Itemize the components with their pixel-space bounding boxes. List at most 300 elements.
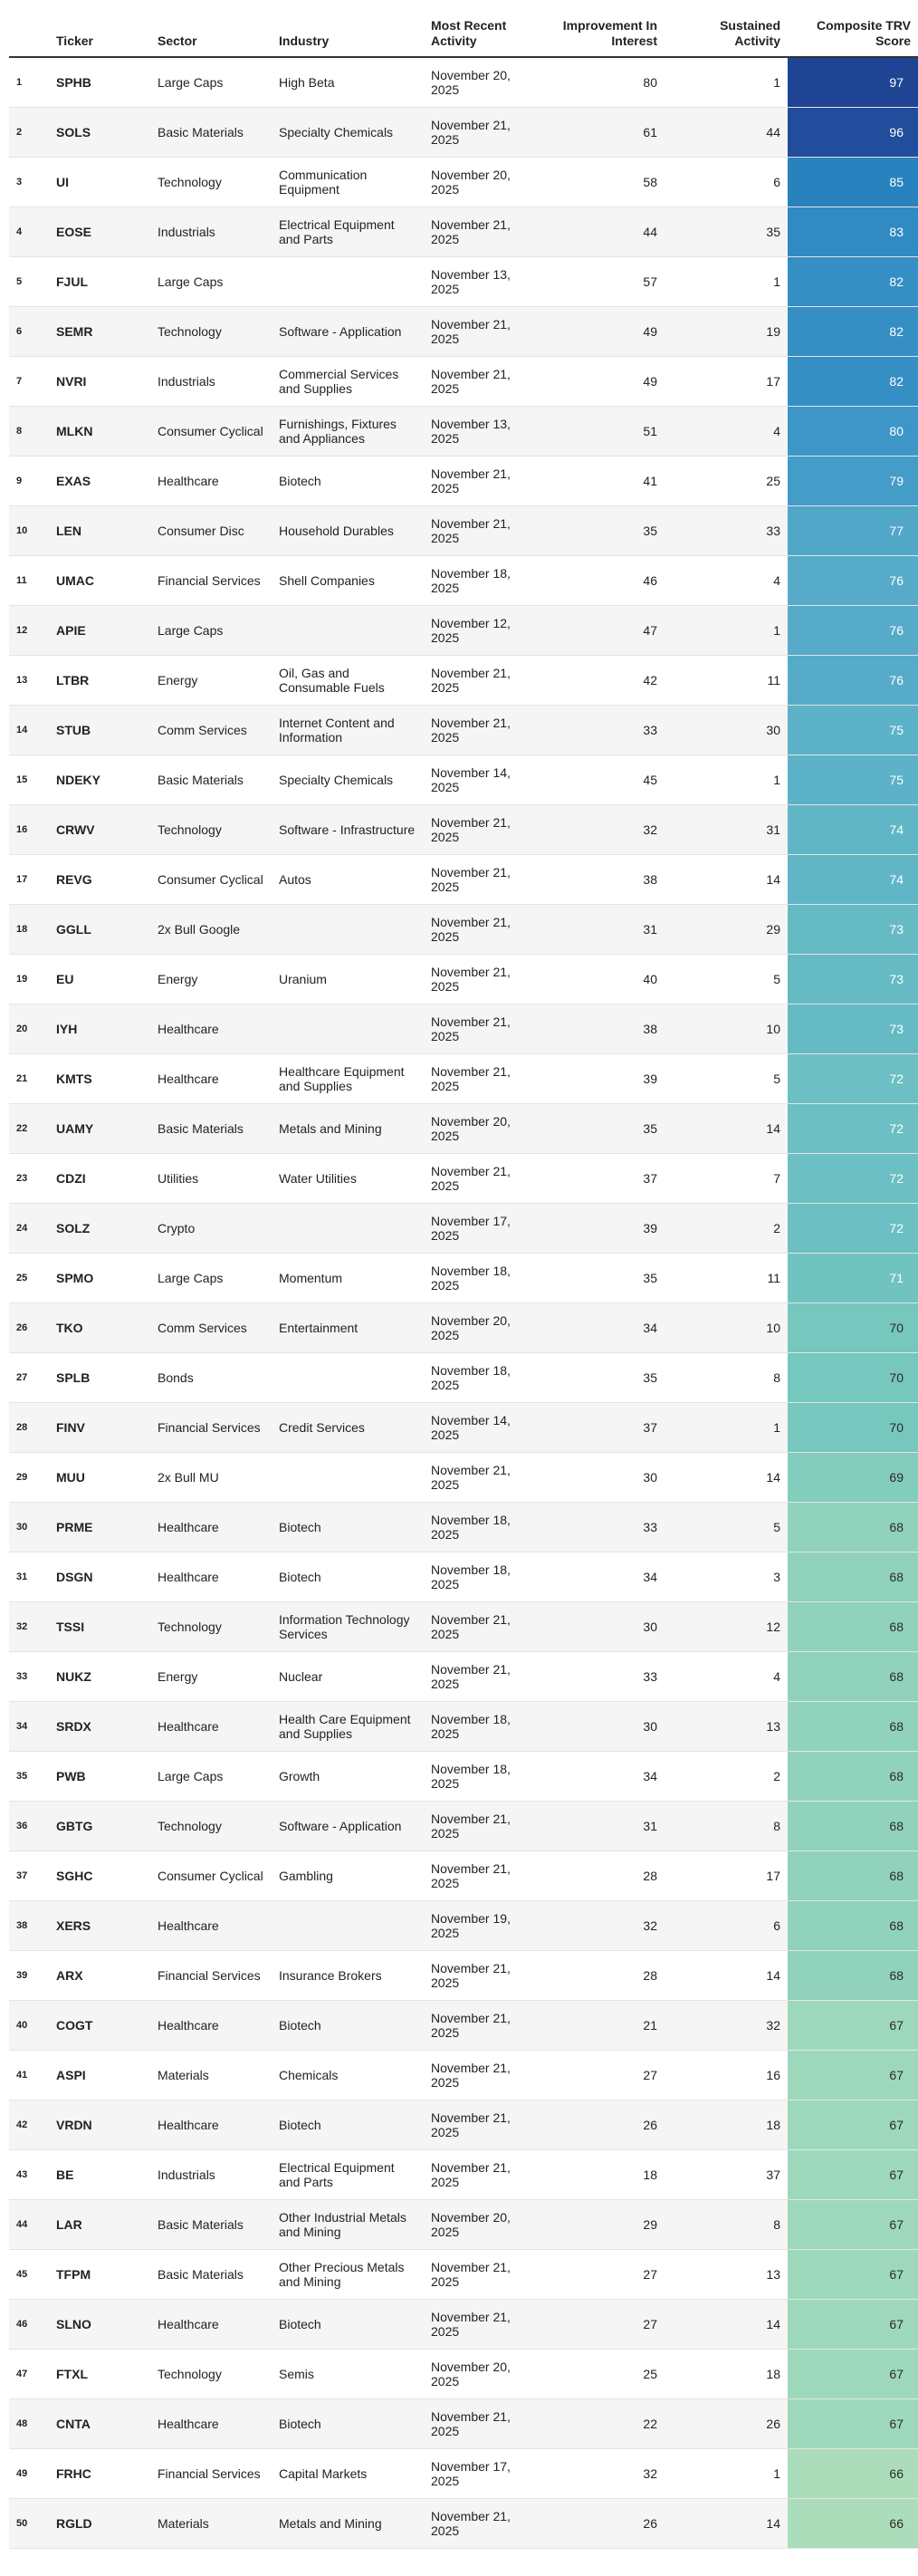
date-cell: November 21, 2025: [424, 1850, 541, 1900]
sustained-cell: 1: [665, 2448, 788, 2498]
ticker-cell: COGT: [49, 2000, 150, 2050]
improvement-cell: 40: [541, 954, 665, 1004]
rank-cell: 35: [9, 1751, 49, 1801]
improvement-cell: 28: [541, 1850, 665, 1900]
industry-cell: Water Utilities: [272, 1153, 424, 1203]
trv-score-cell: 80: [788, 406, 918, 456]
table-row[interactable]: [9, 705, 918, 755]
rank-cell: 45: [9, 2249, 49, 2299]
rank-cell: 5: [9, 256, 49, 306]
sector-cell: Financial Services: [150, 1402, 272, 1452]
date-cell: November 21, 2025: [424, 2149, 541, 2199]
industry-cell: [272, 1004, 424, 1053]
sustained-cell: 4: [665, 1651, 788, 1701]
improvement-cell: 34: [541, 1552, 665, 1601]
trv-score-cell: 76: [788, 655, 918, 705]
sector-cell: Large Caps: [150, 605, 272, 655]
sector-cell: Healthcare: [150, 1004, 272, 1053]
sector-cell: Technology: [150, 157, 272, 207]
trv-score-cell: 72: [788, 1103, 918, 1153]
ticker-cell: LTBR: [49, 655, 150, 705]
rank-cell: 9: [9, 456, 49, 505]
ticker-cell: DSGN: [49, 1552, 150, 1601]
date-cell: November 13, 2025: [424, 406, 541, 456]
sector-cell: Technology: [150, 306, 272, 356]
date-cell: November 18, 2025: [424, 1253, 541, 1302]
table-row[interactable]: [9, 2100, 918, 2149]
improvement-cell: 29: [541, 2199, 665, 2249]
industry-cell: [272, 1452, 424, 1502]
sector-cell: Large Caps: [150, 256, 272, 306]
ticker-cell: BE: [49, 2149, 150, 2199]
sector-cell: Large Caps: [150, 1751, 272, 1801]
improvement-cell: 49: [541, 356, 665, 406]
rank-cell: 10: [9, 505, 49, 555]
industry-cell: Biotech: [272, 2100, 424, 2149]
sector-cell: Crypto: [150, 1203, 272, 1253]
ticker-cell: KMTS: [49, 1053, 150, 1103]
ticker-cell: SRDX: [49, 1701, 150, 1751]
date-cell: November 21, 2025: [424, 2398, 541, 2448]
trv-score-cell: 68: [788, 1701, 918, 1751]
table-row[interactable]: [9, 256, 918, 306]
improvement-cell: 27: [541, 2299, 665, 2349]
rank-cell: 49: [9, 2448, 49, 2498]
sector-cell: Comm Services: [150, 1302, 272, 1352]
table-row[interactable]: [9, 1053, 918, 1103]
industry-cell: Biotech: [272, 2299, 424, 2349]
improvement-cell: 35: [541, 1352, 665, 1402]
table-row[interactable]: [9, 1302, 918, 1352]
sustained-cell: 7: [665, 1153, 788, 1203]
table-row[interactable]: [9, 1402, 918, 1452]
ticker-cell: SOLZ: [49, 1203, 150, 1253]
industry-cell: Chemicals: [272, 2050, 424, 2100]
rank-cell: 24: [9, 1203, 49, 1253]
industry-cell: Software - Infrastructure: [272, 804, 424, 854]
improvement-cell: 31: [541, 904, 665, 954]
table-row[interactable]: [9, 1900, 918, 1950]
ticker-cell: NUKZ: [49, 1651, 150, 1701]
trv-score-cell: 76: [788, 605, 918, 655]
date-cell: November 17, 2025: [424, 2448, 541, 2498]
trv-score-cell: 67: [788, 2149, 918, 2199]
date-cell: November 21, 2025: [424, 1004, 541, 1053]
rank-cell: 40: [9, 2000, 49, 2050]
industry-cell: [272, 1203, 424, 1253]
table-body: [9, 57, 918, 2548]
sector-cell: 2x Bull Google: [150, 904, 272, 954]
table-row[interactable]: [9, 157, 918, 207]
improvement-cell: 45: [541, 755, 665, 804]
sector-cell: Energy: [150, 1651, 272, 1701]
ticker-cell: NDEKY: [49, 755, 150, 804]
table-row[interactable]: [9, 2149, 918, 2199]
table-row[interactable]: [9, 207, 918, 256]
rank-cell: 1: [9, 57, 49, 107]
industry-cell: Software - Application: [272, 1801, 424, 1850]
sustained-cell: 26: [665, 2398, 788, 2448]
date-cell: November 21, 2025: [424, 107, 541, 157]
trv-score-cell: 70: [788, 1402, 918, 1452]
trv-score-cell: 73: [788, 1004, 918, 1053]
industry-cell: Internet Content and Information: [272, 705, 424, 755]
industry-cell: [272, 605, 424, 655]
column-header-ticker[interactable]: Ticker: [49, 0, 150, 57]
column-header-sustained[interactable]: Sustained Activity: [665, 0, 788, 57]
improvement-cell: 35: [541, 1103, 665, 1153]
table-row[interactable]: [9, 1103, 918, 1153]
sustained-cell: 32: [665, 2000, 788, 2050]
trv-score-table: [9, 0, 918, 2549]
sustained-cell: 1: [665, 605, 788, 655]
date-cell: November 21, 2025: [424, 854, 541, 904]
sector-cell: Materials: [150, 2050, 272, 2100]
ticker-cell: STUB: [49, 705, 150, 755]
trv-score-cell: 71: [788, 1253, 918, 1302]
rank-cell: 21: [9, 1053, 49, 1103]
improvement-cell: 44: [541, 207, 665, 256]
table-row[interactable]: [9, 1253, 918, 1302]
rank-cell: 26: [9, 1302, 49, 1352]
trv-score-cell: 68: [788, 1900, 918, 1950]
column-header-date[interactable]: Most Recent Activity: [424, 0, 541, 57]
ticker-cell: ARX: [49, 1950, 150, 2000]
sustained-cell: 16: [665, 2050, 788, 2100]
ticker-cell: APIE: [49, 605, 150, 655]
table-row[interactable]: [9, 655, 918, 705]
date-cell: November 21, 2025: [424, 804, 541, 854]
sector-cell: Healthcare: [150, 2299, 272, 2349]
date-cell: November 18, 2025: [424, 1552, 541, 1601]
industry-cell: [272, 904, 424, 954]
table-row[interactable]: [9, 2000, 918, 2050]
ticker-cell: GGLL: [49, 904, 150, 954]
date-cell: November 21, 2025: [424, 356, 541, 406]
table-row[interactable]: [9, 1552, 918, 1601]
sustained-cell: 8: [665, 1352, 788, 1402]
trv-score-cell: 68: [788, 1751, 918, 1801]
improvement-cell: 37: [541, 1153, 665, 1203]
ticker-cell: TSSI: [49, 1601, 150, 1651]
table-row[interactable]: [9, 1751, 918, 1801]
table-row[interactable]: [9, 954, 918, 1004]
rank-cell: 7: [9, 356, 49, 406]
industry-cell: Biotech: [272, 2000, 424, 2050]
sector-cell: Technology: [150, 2349, 272, 2398]
rank-cell: 28: [9, 1402, 49, 1452]
table-row[interactable]: [9, 904, 918, 954]
table-row[interactable]: [9, 505, 918, 555]
sector-cell: Healthcare: [150, 2100, 272, 2149]
industry-cell: Biotech: [272, 456, 424, 505]
sustained-cell: 10: [665, 1004, 788, 1053]
sustained-cell: 14: [665, 2498, 788, 2548]
ticker-cell: IYH: [49, 1004, 150, 1053]
sector-cell: Basic Materials: [150, 107, 272, 157]
industry-cell: Biotech: [272, 2398, 424, 2448]
rank-cell: 12: [9, 605, 49, 655]
industry-cell: Communication Equipment: [272, 157, 424, 207]
table-row[interactable]: [9, 1352, 918, 1402]
column-header-industry[interactable]: Industry: [272, 0, 424, 57]
sustained-cell: 8: [665, 1801, 788, 1850]
rank-cell: 42: [9, 2100, 49, 2149]
rank-cell: 16: [9, 804, 49, 854]
sector-cell: Consumer Cyclical: [150, 854, 272, 904]
table-row[interactable]: [9, 755, 918, 804]
rank-cell: 46: [9, 2299, 49, 2349]
ticker-cell: SLNO: [49, 2299, 150, 2349]
date-cell: November 21, 2025: [424, 2249, 541, 2299]
sustained-cell: 30: [665, 705, 788, 755]
column-header-rank: [9, 0, 49, 57]
industry-cell: Autos: [272, 854, 424, 904]
table-row[interactable]: [9, 2299, 918, 2349]
ticker-cell: XERS: [49, 1900, 150, 1950]
improvement-cell: 33: [541, 705, 665, 755]
sustained-cell: 14: [665, 854, 788, 904]
rank-cell: 8: [9, 406, 49, 456]
ticker-cell: FJUL: [49, 256, 150, 306]
trv-score-cell: 67: [788, 2100, 918, 2149]
trv-score-cell: 67: [788, 2398, 918, 2448]
table-row[interactable]: [9, 2498, 918, 2548]
ticker-cell: UAMY: [49, 1103, 150, 1153]
date-cell: November 21, 2025: [424, 207, 541, 256]
industry-cell: Information Technology Services: [272, 1601, 424, 1651]
trv-score-cell: 82: [788, 256, 918, 306]
industry-cell: Growth: [272, 1751, 424, 1801]
table-row[interactable]: [9, 1701, 918, 1751]
sector-cell: Consumer Cyclical: [150, 406, 272, 456]
trv-score-cell: 68: [788, 1601, 918, 1651]
table-row[interactable]: [9, 406, 918, 456]
trv-score-cell: 79: [788, 456, 918, 505]
table-row[interactable]: [9, 57, 918, 107]
ticker-cell: LEN: [49, 505, 150, 555]
column-header-sector[interactable]: Sector: [150, 0, 272, 57]
table-row[interactable]: [9, 2448, 918, 2498]
date-cell: November 18, 2025: [424, 555, 541, 605]
sustained-cell: 10: [665, 1302, 788, 1352]
trv-score-cell: 75: [788, 755, 918, 804]
rank-cell: 44: [9, 2199, 49, 2249]
date-cell: November 20, 2025: [424, 57, 541, 107]
industry-cell: Commercial Services and Supplies: [272, 356, 424, 406]
improvement-cell: 21: [541, 2000, 665, 2050]
table-row[interactable]: [9, 2249, 918, 2299]
table-row[interactable]: [9, 1004, 918, 1053]
ticker-cell: VRDN: [49, 2100, 150, 2149]
date-cell: November 21, 2025: [424, 1053, 541, 1103]
rank-cell: 37: [9, 1850, 49, 1900]
trv-score-cell: 68: [788, 1850, 918, 1900]
improvement-cell: 26: [541, 2498, 665, 2548]
trv-score-cell: 68: [788, 1552, 918, 1601]
industry-cell: [272, 1900, 424, 1950]
table-row[interactable]: [9, 2398, 918, 2448]
date-cell: November 21, 2025: [424, 904, 541, 954]
industry-cell: Other Industrial Metals and Mining: [272, 2199, 424, 2249]
improvement-cell: 27: [541, 2050, 665, 2100]
sector-cell: Basic Materials: [150, 2199, 272, 2249]
industry-cell: Specialty Chemicals: [272, 107, 424, 157]
rank-cell: 6: [9, 306, 49, 356]
sustained-cell: 18: [665, 2349, 788, 2398]
table-row[interactable]: [9, 2050, 918, 2100]
improvement-cell: 58: [541, 157, 665, 207]
sustained-cell: 14: [665, 2299, 788, 2349]
table-row[interactable]: [9, 804, 918, 854]
improvement-cell: 38: [541, 1004, 665, 1053]
table-row[interactable]: [9, 1502, 918, 1552]
trv-score-cell: 67: [788, 2349, 918, 2398]
table-row[interactable]: [9, 555, 918, 605]
sustained-cell: 17: [665, 1850, 788, 1900]
industry-cell: Furnishings, Fixtures and Appliances: [272, 406, 424, 456]
sustained-cell: 1: [665, 57, 788, 107]
rank-cell: 11: [9, 555, 49, 605]
improvement-cell: 46: [541, 555, 665, 605]
table-header: [9, 0, 918, 57]
trv-score-cell: 74: [788, 854, 918, 904]
table-row[interactable]: [9, 1950, 918, 2000]
industry-cell: Oil, Gas and Consumable Fuels: [272, 655, 424, 705]
industry-cell: [272, 256, 424, 306]
improvement-cell: 32: [541, 2448, 665, 2498]
date-cell: November 21, 2025: [424, 2498, 541, 2548]
rank-cell: 30: [9, 1502, 49, 1552]
improvement-cell: 35: [541, 505, 665, 555]
industry-cell: Uranium: [272, 954, 424, 1004]
industry-cell: Biotech: [272, 1552, 424, 1601]
ticker-cell: REVG: [49, 854, 150, 904]
ticker-cell: RGLD: [49, 2498, 150, 2548]
industry-cell: Insurance Brokers: [272, 1950, 424, 2000]
improvement-cell: 34: [541, 1302, 665, 1352]
sustained-cell: 18: [665, 2100, 788, 2149]
industry-cell: Momentum: [272, 1253, 424, 1302]
rank-cell: 3: [9, 157, 49, 207]
improvement-cell: 18: [541, 2149, 665, 2199]
industry-cell: Household Durables: [272, 505, 424, 555]
trv-score-cell: 68: [788, 1950, 918, 2000]
trv-score-cell: 97: [788, 57, 918, 107]
sector-cell: Large Caps: [150, 1253, 272, 1302]
rank-cell: 15: [9, 755, 49, 804]
industry-cell: High Beta: [272, 57, 424, 107]
rank-cell: 4: [9, 207, 49, 256]
table-row[interactable]: [9, 1801, 918, 1850]
rank-cell: 14: [9, 705, 49, 755]
column-header-improvement[interactable]: Improvement In Interest: [541, 0, 665, 57]
table-row[interactable]: [9, 2199, 918, 2249]
date-cell: November 17, 2025: [424, 1203, 541, 1253]
table-row[interactable]: [9, 1203, 918, 1253]
table-row[interactable]: [9, 605, 918, 655]
date-cell: November 19, 2025: [424, 1900, 541, 1950]
date-cell: November 21, 2025: [424, 1452, 541, 1502]
rank-cell: 48: [9, 2398, 49, 2448]
sustained-cell: 1: [665, 256, 788, 306]
rank-cell: 29: [9, 1452, 49, 1502]
ticker-cell: SGHC: [49, 1850, 150, 1900]
industry-cell: Metals and Mining: [272, 2498, 424, 2548]
rank-cell: 19: [9, 954, 49, 1004]
column-header-trv[interactable]: Composite TRV Score: [788, 0, 918, 57]
table-row[interactable]: [9, 854, 918, 904]
sustained-cell: 29: [665, 904, 788, 954]
table-row[interactable]: [9, 1601, 918, 1651]
date-cell: November 21, 2025: [424, 1651, 541, 1701]
industry-cell: Healthcare Equipment and Supplies: [272, 1053, 424, 1103]
table-row[interactable]: [9, 1850, 918, 1900]
rank-cell: 2: [9, 107, 49, 157]
sector-cell: Technology: [150, 1801, 272, 1850]
table-row[interactable]: [9, 2349, 918, 2398]
date-cell: November 21, 2025: [424, 2299, 541, 2349]
table-row[interactable]: [9, 306, 918, 356]
sector-cell: Energy: [150, 655, 272, 705]
sector-cell: Healthcare: [150, 456, 272, 505]
improvement-cell: 33: [541, 1651, 665, 1701]
industry-cell: Specialty Chemicals: [272, 755, 424, 804]
sector-cell: Basic Materials: [150, 755, 272, 804]
trv-score-cell: 75: [788, 705, 918, 755]
sustained-cell: 4: [665, 406, 788, 456]
ticker-cell: GBTG: [49, 1801, 150, 1850]
date-cell: November 21, 2025: [424, 2050, 541, 2100]
sector-cell: Healthcare: [150, 1502, 272, 1552]
industry-cell: Software - Application: [272, 306, 424, 356]
table-row[interactable]: [9, 356, 918, 406]
improvement-cell: 57: [541, 256, 665, 306]
ticker-cell: MUU: [49, 1452, 150, 1502]
table-row[interactable]: [9, 1452, 918, 1502]
ticker-cell: PRME: [49, 1502, 150, 1552]
sector-cell: Technology: [150, 804, 272, 854]
table-row[interactable]: [9, 456, 918, 505]
date-cell: November 21, 2025: [424, 1601, 541, 1651]
sustained-cell: 5: [665, 1502, 788, 1552]
improvement-cell: 33: [541, 1502, 665, 1552]
rank-cell: 23: [9, 1153, 49, 1203]
trv-score-cell: 82: [788, 306, 918, 356]
table-row[interactable]: [9, 107, 918, 157]
ticker-cell: TFPM: [49, 2249, 150, 2299]
improvement-cell: 31: [541, 1801, 665, 1850]
ticker-cell: TKO: [49, 1302, 150, 1352]
sector-cell: Basic Materials: [150, 1103, 272, 1153]
industry-cell: Capital Markets: [272, 2448, 424, 2498]
trv-score-cell: 67: [788, 2000, 918, 2050]
table-row[interactable]: [9, 1153, 918, 1203]
date-cell: November 21, 2025: [424, 2100, 541, 2149]
trv-score-cell: 85: [788, 157, 918, 207]
sector-cell: Financial Services: [150, 1950, 272, 2000]
improvement-cell: 30: [541, 1701, 665, 1751]
rank-cell: 33: [9, 1651, 49, 1701]
improvement-cell: 41: [541, 456, 665, 505]
ticker-cell: SPMO: [49, 1253, 150, 1302]
sector-cell: Healthcare: [150, 1900, 272, 1950]
sustained-cell: 25: [665, 456, 788, 505]
industry-cell: Metals and Mining: [272, 1103, 424, 1153]
table-row[interactable]: [9, 1651, 918, 1701]
date-cell: November 21, 2025: [424, 705, 541, 755]
sector-cell: Consumer Disc: [150, 505, 272, 555]
